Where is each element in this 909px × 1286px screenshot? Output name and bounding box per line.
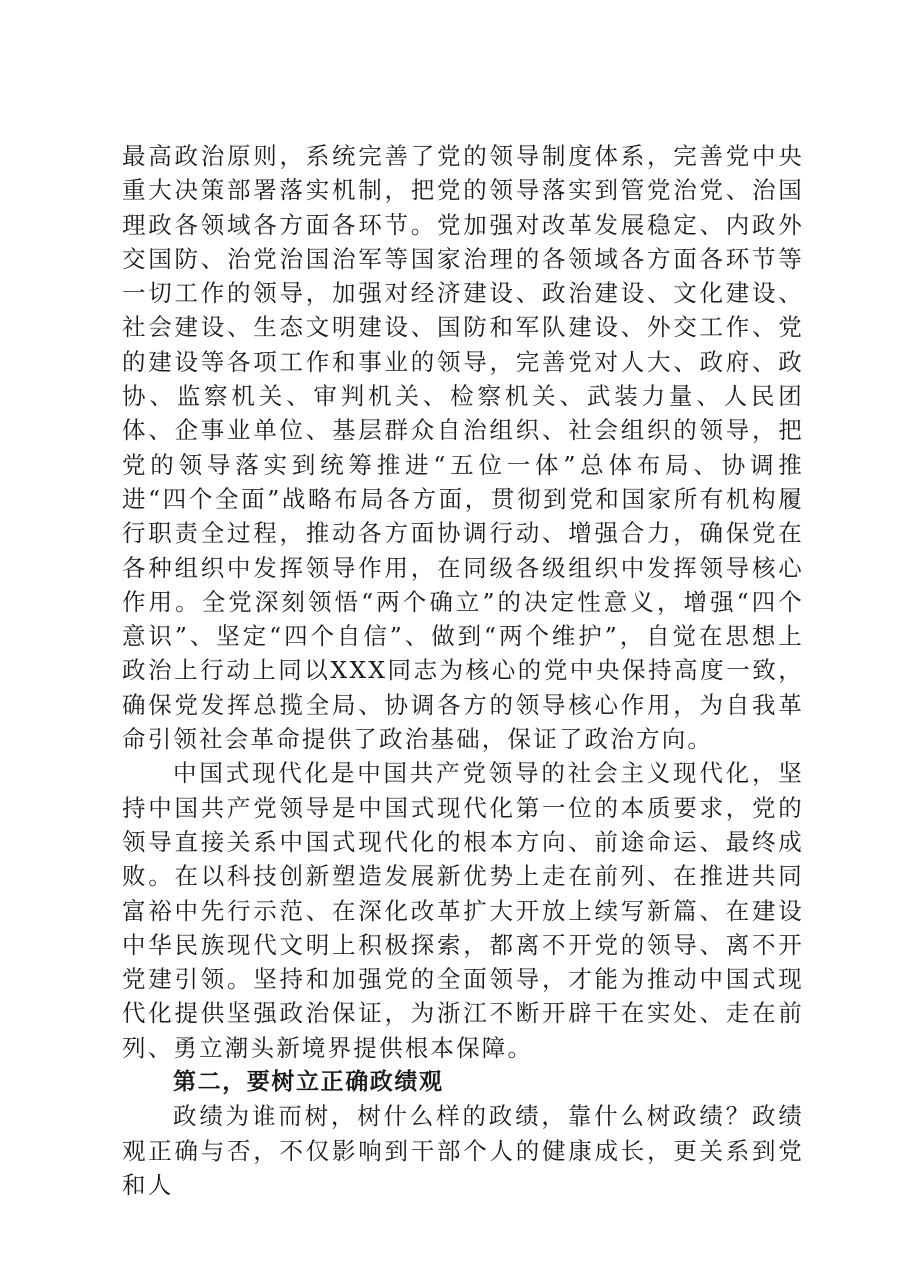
document-body <box>122 139 804 1202</box>
paragraph-performance-view: 政绩为谁而树，树什么样的政绩，靠什么树政绩？政绩观正确与否，不仅影响到干部个人的健康成长，更关系到党和人 <box>122 1102 804 1199</box>
section-heading-correct-performance-view: 第二，要树立正确政绩观 <box>173 1069 444 1096</box>
paragraph-party-leadership-system: 最高政治原则，系统完善了党的领导制度体系，完善党中央重大决策部署落实机制，把党的领导落实到管党治党、治国理政各领域各方面各环节。党加强对改革发展稳定、内政外交国防、治党治国治军等国家治理的各领域各方面各环节等一切工作的领导，加强对经济建设、政治建设、文化建设、社会建设、生态文明建设、国防和军队建设、外交工作、党的建设等各项工作和事业的领导，完善党对人大、政府、政协、监察机关、审判机关、检察机关、武装力量、人民团体、企事业单位、基层群众自治组织、社会组织的领导，把党的领导落实到统筹推进“五位一体”总体布局、协调推进“四个全面”战略布局各方面，贯彻到党和国家所有机构履行职责全过程，推动各方面协调行动、增强合力，确保党在各种组织中发挥领导作用，在同级各级组织中发挥领导核心作用。全党深刻领悟“两个确立”的决定性意义，增强“四个意识”、坚定“四个自信”、做到“两个维护”，自觉在思想上政治上行动上同以XXX同志为核心的党中央保持高度一致，确保党发挥总揽全局、协调各方的领导核心作用，为自我革命引领社会革命提供了政治基础，保证了政治方向。 <box>122 142 804 754</box>
paragraph-chinese-modernization: 中国式现代化是中国共产党领导的社会主义现代化，坚持中国共产党领导是中国式现代化第一位的本质要求，党的领导直接关系中国式现代化的根本方向、前途命运、最终成败。在以科技创新塑造发展新优势上走在前列、在推进共同富裕中先行示范、在深化改革扩大开放上续写新篇、在建设中华民族现代文明上积极探索，都离不开党的领导、离不开党建引领。坚持和加强党的全面领导，才能为推动中国式现代化提供坚强政治保证，为浙江不断开辟干在实处、走在前列、勇立潮头新境界提供根本保障。 <box>122 759 804 1062</box>
